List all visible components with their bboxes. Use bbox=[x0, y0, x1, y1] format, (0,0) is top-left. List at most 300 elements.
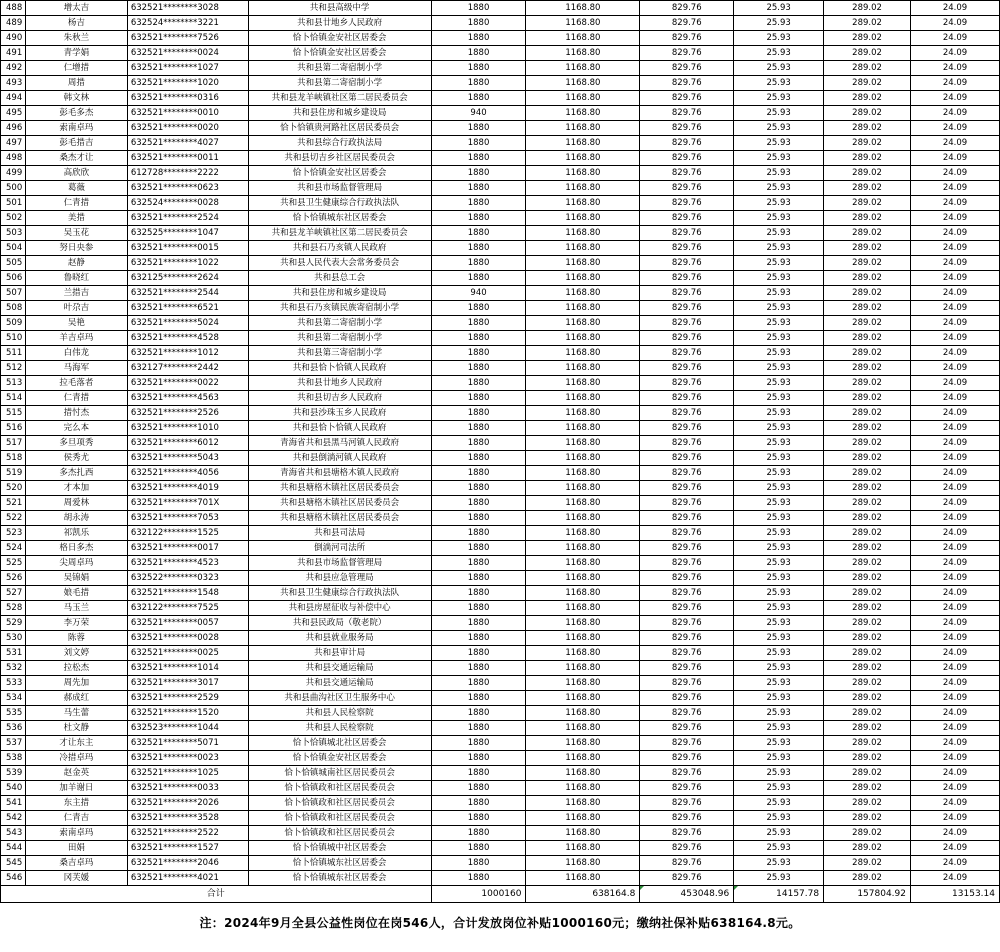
unemployment-cell: 25.93 bbox=[734, 706, 824, 721]
pension-cell: 829.76 bbox=[640, 766, 734, 781]
name-cell: 东主措 bbox=[25, 796, 127, 811]
workplace-cell: 共和县应急管理局 bbox=[248, 571, 431, 586]
medical-cell: 289.02 bbox=[824, 871, 911, 886]
medical-cell: 289.02 bbox=[824, 46, 911, 61]
name-cell: 马玉兰 bbox=[25, 601, 127, 616]
post-subsidy-cell: 1880 bbox=[431, 391, 526, 406]
unemployment-cell: 25.93 bbox=[734, 271, 824, 286]
name-cell: 胡永涛 bbox=[25, 511, 127, 526]
unemployment-cell: 25.93 bbox=[734, 646, 824, 661]
medical-cell: 289.02 bbox=[824, 571, 911, 586]
workplace-cell: 恰卜恰镇贵河路社区居民委员会 bbox=[248, 121, 431, 136]
unemployment-cell: 25.93 bbox=[734, 781, 824, 796]
pension-cell: 829.76 bbox=[640, 181, 734, 196]
post-subsidy-cell: 1880 bbox=[431, 466, 526, 481]
name-cell: 杨吉 bbox=[25, 16, 127, 31]
unemployment-cell: 25.93 bbox=[734, 151, 824, 166]
social-security-cell: 1168.80 bbox=[526, 601, 640, 616]
medical-cell: 289.02 bbox=[824, 691, 911, 706]
workplace-cell: 共和县曲沟社区卫生服务中心 bbox=[248, 691, 431, 706]
id-number-cell: 632522********0323 bbox=[127, 571, 248, 586]
id-number-cell: 632525********1047 bbox=[127, 226, 248, 241]
table-row bbox=[1, 781, 1000, 796]
row-number: 499 bbox=[1, 166, 26, 181]
workplace-cell: 恰卜恰镇政和社区居民委员会 bbox=[248, 826, 431, 841]
injury-cell: 24.09 bbox=[911, 196, 1000, 211]
table-row bbox=[1, 541, 1000, 556]
post-subsidy-cell: 1880 bbox=[431, 766, 526, 781]
unemployment-cell: 25.93 bbox=[734, 46, 824, 61]
unemployment-cell: 25.93 bbox=[734, 166, 824, 181]
injury-cell: 24.09 bbox=[911, 736, 1000, 751]
post-subsidy-cell: 1880 bbox=[431, 16, 526, 31]
workplace-cell: 共和县石乃亥镇民族寄宿制小学 bbox=[248, 301, 431, 316]
medical-cell: 289.02 bbox=[824, 376, 911, 391]
row-number: 521 bbox=[1, 496, 26, 511]
unemployment-cell: 25.93 bbox=[734, 751, 824, 766]
id-number-cell: 632521********0023 bbox=[127, 751, 248, 766]
unemployment-cell: 25.93 bbox=[734, 286, 824, 301]
post-subsidy-cell: 1880 bbox=[431, 691, 526, 706]
social-security-cell: 1168.80 bbox=[526, 511, 640, 526]
social-security-cell: 1168.80 bbox=[526, 286, 640, 301]
medical-cell: 289.02 bbox=[824, 286, 911, 301]
medical-cell: 289.02 bbox=[824, 16, 911, 31]
post-subsidy-cell: 1880 bbox=[431, 256, 526, 271]
injury-cell: 24.09 bbox=[911, 481, 1000, 496]
unemployment-cell: 25.93 bbox=[734, 466, 824, 481]
workplace-cell: 共和县石乃亥镇人民政府 bbox=[248, 241, 431, 256]
name-cell: 吴玉花 bbox=[25, 226, 127, 241]
injury-cell: 24.09 bbox=[911, 16, 1000, 31]
unemployment-cell: 25.93 bbox=[734, 16, 824, 31]
injury-cell: 24.09 bbox=[911, 586, 1000, 601]
injury-cell: 24.09 bbox=[911, 691, 1000, 706]
table-row bbox=[1, 646, 1000, 661]
table-row bbox=[1, 661, 1000, 676]
table-row bbox=[1, 31, 1000, 46]
pension-cell: 829.76 bbox=[640, 481, 734, 496]
id-number-cell: 632521********4523 bbox=[127, 556, 248, 571]
table-row bbox=[1, 616, 1000, 631]
id-number-cell: 632521********2026 bbox=[127, 796, 248, 811]
pension-cell: 829.76 bbox=[640, 796, 734, 811]
row-number: 489 bbox=[1, 16, 26, 31]
total-injury: 13153.14 bbox=[911, 886, 1000, 903]
id-number-cell: 632521********3028 bbox=[127, 1, 248, 16]
injury-cell: 24.09 bbox=[911, 1, 1000, 16]
table-body bbox=[1, 1, 1000, 886]
workplace-cell: 共和县龙羊峡镇社区第二居民委员会 bbox=[248, 91, 431, 106]
social-security-cell: 1168.80 bbox=[526, 421, 640, 436]
injury-cell: 24.09 bbox=[911, 571, 1000, 586]
name-cell: 冷措卓玛 bbox=[25, 751, 127, 766]
row-number: 532 bbox=[1, 661, 26, 676]
row-number: 545 bbox=[1, 856, 26, 871]
name-cell: 郝成红 bbox=[25, 691, 127, 706]
medical-cell: 289.02 bbox=[824, 586, 911, 601]
table-row bbox=[1, 346, 1000, 361]
name-cell: 杜文静 bbox=[25, 721, 127, 736]
pension-cell: 829.76 bbox=[640, 631, 734, 646]
name-cell: 周措 bbox=[25, 76, 127, 91]
unemployment-cell: 25.93 bbox=[734, 91, 824, 106]
workplace-cell: 共和县就业服务局 bbox=[248, 631, 431, 646]
medical-cell: 289.02 bbox=[824, 766, 911, 781]
name-cell: 韩文林 bbox=[25, 91, 127, 106]
medical-cell: 289.02 bbox=[824, 601, 911, 616]
row-number: 538 bbox=[1, 751, 26, 766]
pension-cell: 829.76 bbox=[640, 1, 734, 16]
post-subsidy-cell: 1880 bbox=[431, 196, 526, 211]
social-security-cell: 1168.80 bbox=[526, 466, 640, 481]
unemployment-cell: 25.93 bbox=[734, 61, 824, 76]
medical-cell: 289.02 bbox=[824, 541, 911, 556]
workplace-cell: 恰卜恰镇城中社区居委会 bbox=[248, 841, 431, 856]
name-cell: 白伟龙 bbox=[25, 346, 127, 361]
post-subsidy-cell: 1880 bbox=[431, 856, 526, 871]
name-cell: 叶尕吉 bbox=[25, 301, 127, 316]
id-number-cell: 632521********7526 bbox=[127, 31, 248, 46]
injury-cell: 24.09 bbox=[911, 376, 1000, 391]
name-cell: 兰措吉 bbox=[25, 286, 127, 301]
injury-cell: 24.09 bbox=[911, 841, 1000, 856]
medical-cell: 289.02 bbox=[824, 781, 911, 796]
social-security-cell: 1168.80 bbox=[526, 451, 640, 466]
post-subsidy-cell: 1880 bbox=[431, 631, 526, 646]
name-cell: 格日多杰 bbox=[25, 541, 127, 556]
pension-cell: 829.76 bbox=[640, 361, 734, 376]
row-number: 504 bbox=[1, 241, 26, 256]
row-number: 541 bbox=[1, 796, 26, 811]
id-number-cell: 632524********3221 bbox=[127, 16, 248, 31]
table-row bbox=[1, 151, 1000, 166]
post-subsidy-cell: 1880 bbox=[431, 661, 526, 676]
social-security-cell: 1168.80 bbox=[526, 706, 640, 721]
social-security-cell: 1168.80 bbox=[526, 481, 640, 496]
pension-cell: 829.76 bbox=[640, 76, 734, 91]
table-row bbox=[1, 586, 1000, 601]
workplace-cell: 恰卜恰镇金安社区居委会 bbox=[248, 46, 431, 61]
pension-cell: 829.76 bbox=[640, 466, 734, 481]
pension-cell: 829.76 bbox=[640, 706, 734, 721]
unemployment-cell: 25.93 bbox=[734, 406, 824, 421]
unemployment-cell: 25.93 bbox=[734, 856, 824, 871]
medical-cell: 289.02 bbox=[824, 196, 911, 211]
unemployment-cell: 25.93 bbox=[734, 346, 824, 361]
id-number-cell: 632521********5024 bbox=[127, 316, 248, 331]
post-subsidy-cell: 1880 bbox=[431, 481, 526, 496]
injury-cell: 24.09 bbox=[911, 121, 1000, 136]
table-row bbox=[1, 271, 1000, 286]
pension-cell: 829.76 bbox=[640, 136, 734, 151]
row-number: 522 bbox=[1, 511, 26, 526]
social-security-cell: 1168.80 bbox=[526, 271, 640, 286]
medical-cell: 289.02 bbox=[824, 451, 911, 466]
workplace-cell: 青海省共和县黑马河镇人民政府 bbox=[248, 436, 431, 451]
social-security-cell: 1168.80 bbox=[526, 676, 640, 691]
id-number-cell: 632122********1525 bbox=[127, 526, 248, 541]
name-cell: 侯秀尤 bbox=[25, 451, 127, 466]
name-cell: 尖周卓玛 bbox=[25, 556, 127, 571]
post-subsidy-cell: 1880 bbox=[431, 751, 526, 766]
post-subsidy-cell: 1880 bbox=[431, 781, 526, 796]
injury-cell: 24.09 bbox=[911, 646, 1000, 661]
injury-cell: 24.09 bbox=[911, 556, 1000, 571]
medical-cell: 289.02 bbox=[824, 1, 911, 16]
social-security-cell: 1168.80 bbox=[526, 16, 640, 31]
name-cell: 马海军 bbox=[25, 361, 127, 376]
medical-cell: 289.02 bbox=[824, 331, 911, 346]
table-row bbox=[1, 256, 1000, 271]
injury-cell: 24.09 bbox=[911, 871, 1000, 886]
workplace-cell: 恰卜恰镇城东社区居委会 bbox=[248, 871, 431, 886]
post-subsidy-cell: 1880 bbox=[431, 301, 526, 316]
table-row bbox=[1, 1, 1000, 16]
unemployment-cell: 25.93 bbox=[734, 796, 824, 811]
name-cell: 仁增措 bbox=[25, 61, 127, 76]
id-number-cell: 632521********0033 bbox=[127, 781, 248, 796]
injury-cell: 24.09 bbox=[911, 796, 1000, 811]
post-subsidy-cell: 1880 bbox=[431, 811, 526, 826]
id-number-cell: 632521********5071 bbox=[127, 736, 248, 751]
table-row bbox=[1, 91, 1000, 106]
post-subsidy-cell: 940 bbox=[431, 106, 526, 121]
social-security-cell: 1168.80 bbox=[526, 151, 640, 166]
unemployment-cell: 25.93 bbox=[734, 571, 824, 586]
injury-cell: 24.09 bbox=[911, 241, 1000, 256]
unemployment-cell: 25.93 bbox=[734, 736, 824, 751]
post-subsidy-cell: 1880 bbox=[431, 376, 526, 391]
name-cell: 周爱林 bbox=[25, 496, 127, 511]
pension-cell: 829.76 bbox=[640, 256, 734, 271]
table-row bbox=[1, 406, 1000, 421]
pension-cell: 829.76 bbox=[640, 811, 734, 826]
post-subsidy-cell: 1880 bbox=[431, 586, 526, 601]
name-cell: 周先加 bbox=[25, 676, 127, 691]
pension-cell: 829.76 bbox=[640, 826, 734, 841]
row-number: 526 bbox=[1, 571, 26, 586]
post-subsidy-cell: 1880 bbox=[431, 136, 526, 151]
workplace-cell: 共和县廿地乡人民政府 bbox=[248, 376, 431, 391]
social-security-cell: 1168.80 bbox=[526, 871, 640, 886]
injury-cell: 24.09 bbox=[911, 676, 1000, 691]
unemployment-cell: 25.93 bbox=[734, 631, 824, 646]
medical-cell: 289.02 bbox=[824, 436, 911, 451]
workplace-cell: 恰卜恰镇金安社区居委会 bbox=[248, 31, 431, 46]
name-cell: 冈芙媛 bbox=[25, 871, 127, 886]
post-subsidy-cell: 1880 bbox=[431, 361, 526, 376]
injury-cell: 24.09 bbox=[911, 766, 1000, 781]
table-row bbox=[1, 421, 1000, 436]
id-number-cell: 632521********6012 bbox=[127, 436, 248, 451]
pension-cell: 829.76 bbox=[640, 841, 734, 856]
id-number-cell: 632521********1025 bbox=[127, 766, 248, 781]
post-subsidy-cell: 1880 bbox=[431, 496, 526, 511]
post-subsidy-cell: 1880 bbox=[431, 181, 526, 196]
unemployment-cell: 25.93 bbox=[734, 871, 824, 886]
social-security-cell: 1168.80 bbox=[526, 121, 640, 136]
injury-cell: 24.09 bbox=[911, 91, 1000, 106]
medical-cell: 289.02 bbox=[824, 616, 911, 631]
id-number-cell: 632521********1548 bbox=[127, 586, 248, 601]
social-security-cell: 1168.80 bbox=[526, 736, 640, 751]
table-row bbox=[1, 871, 1000, 886]
workplace-cell: 共和县住房和城乡建设局 bbox=[248, 286, 431, 301]
unemployment-cell: 25.93 bbox=[734, 301, 824, 316]
footnote: 注：2024年9月全县公益性岗位在岗546人，合计发放岗位补贴1000160元；缴纳社保补贴638164.8元。 bbox=[199, 916, 801, 930]
unemployment-cell: 25.93 bbox=[734, 76, 824, 91]
workplace-cell: 共和县市场监督管理局 bbox=[248, 556, 431, 571]
injury-cell: 24.09 bbox=[911, 166, 1000, 181]
table-row bbox=[1, 16, 1000, 31]
workplace-cell: 恰卜恰镇城北社区居委会 bbox=[248, 736, 431, 751]
table-row bbox=[1, 166, 1000, 181]
post-subsidy-cell: 1880 bbox=[431, 406, 526, 421]
pension-cell: 829.76 bbox=[640, 511, 734, 526]
name-cell: 葛薇 bbox=[25, 181, 127, 196]
medical-cell: 289.02 bbox=[824, 241, 911, 256]
unemployment-cell: 25.93 bbox=[734, 661, 824, 676]
unemployment-cell: 25.93 bbox=[734, 241, 824, 256]
table-row bbox=[1, 631, 1000, 646]
name-cell: 多杰扎西 bbox=[25, 466, 127, 481]
injury-cell: 24.09 bbox=[911, 61, 1000, 76]
social-security-cell: 1168.80 bbox=[526, 841, 640, 856]
pension-cell: 829.76 bbox=[640, 91, 734, 106]
row-number: 520 bbox=[1, 481, 26, 496]
social-security-cell: 1168.80 bbox=[526, 106, 640, 121]
injury-cell: 24.09 bbox=[911, 826, 1000, 841]
id-number-cell: 632521********2544 bbox=[127, 286, 248, 301]
row-number: 497 bbox=[1, 136, 26, 151]
post-subsidy-cell: 1880 bbox=[431, 316, 526, 331]
unemployment-cell: 25.93 bbox=[734, 211, 824, 226]
id-number-cell: 632521********1027 bbox=[127, 61, 248, 76]
name-cell: 多旦项秀 bbox=[25, 436, 127, 451]
id-number-cell: 632521********701X bbox=[127, 496, 248, 511]
id-number-cell: 632521********3017 bbox=[127, 676, 248, 691]
social-security-cell: 1168.80 bbox=[526, 91, 640, 106]
workplace-cell: 共和县高级中学 bbox=[248, 1, 431, 16]
medical-cell: 289.02 bbox=[824, 856, 911, 871]
pension-cell: 829.76 bbox=[640, 676, 734, 691]
post-subsidy-cell: 1880 bbox=[431, 646, 526, 661]
injury-cell: 24.09 bbox=[911, 31, 1000, 46]
table-row bbox=[1, 811, 1000, 826]
medical-cell: 289.02 bbox=[824, 841, 911, 856]
table-row bbox=[1, 856, 1000, 871]
name-cell: 拉松杰 bbox=[25, 661, 127, 676]
row-number: 531 bbox=[1, 646, 26, 661]
workplace-cell: 共和县恰卜恰镇人民政府 bbox=[248, 421, 431, 436]
post-subsidy-cell: 1880 bbox=[431, 91, 526, 106]
row-number: 533 bbox=[1, 676, 26, 691]
pension-cell: 829.76 bbox=[640, 301, 734, 316]
medical-cell: 289.02 bbox=[824, 631, 911, 646]
social-security-cell: 1168.80 bbox=[526, 361, 640, 376]
id-number-cell: 632521********4056 bbox=[127, 466, 248, 481]
row-number: 529 bbox=[1, 616, 26, 631]
name-cell: 加羊谢日 bbox=[25, 781, 127, 796]
injury-cell: 24.09 bbox=[911, 361, 1000, 376]
name-cell: 赵金英 bbox=[25, 766, 127, 781]
workplace-cell: 共和县恰卜恰镇人民政府 bbox=[248, 361, 431, 376]
name-cell: 陈蓉 bbox=[25, 631, 127, 646]
pension-cell: 829.76 bbox=[640, 46, 734, 61]
post-subsidy-cell: 1880 bbox=[431, 601, 526, 616]
row-number: 505 bbox=[1, 256, 26, 271]
medical-cell: 289.02 bbox=[824, 211, 911, 226]
row-number: 494 bbox=[1, 91, 26, 106]
medical-cell: 289.02 bbox=[824, 31, 911, 46]
name-cell: 措忖杰 bbox=[25, 406, 127, 421]
id-number-cell: 632521********0057 bbox=[127, 616, 248, 631]
pension-cell: 829.76 bbox=[640, 271, 734, 286]
id-number-cell: 632521********1520 bbox=[127, 706, 248, 721]
id-number-cell: 632521********2046 bbox=[127, 856, 248, 871]
social-security-cell: 1168.80 bbox=[526, 76, 640, 91]
social-security-cell: 1168.80 bbox=[526, 496, 640, 511]
post-subsidy-cell: 1880 bbox=[431, 451, 526, 466]
social-security-cell: 1168.80 bbox=[526, 556, 640, 571]
pension-cell: 829.76 bbox=[640, 331, 734, 346]
post-subsidy-cell: 1880 bbox=[431, 211, 526, 226]
name-cell: 马生蕾 bbox=[25, 706, 127, 721]
injury-cell: 24.09 bbox=[911, 76, 1000, 91]
name-cell: 索南卓玛 bbox=[25, 121, 127, 136]
workplace-cell: 共和县审计局 bbox=[248, 646, 431, 661]
total-unemployment: 14157.78 bbox=[734, 886, 824, 903]
row-number: 524 bbox=[1, 541, 26, 556]
name-cell: 鲁晓红 bbox=[25, 271, 127, 286]
row-number: 542 bbox=[1, 811, 26, 826]
workplace-cell: 倒淌河司法所 bbox=[248, 541, 431, 556]
post-subsidy-cell: 1880 bbox=[431, 76, 526, 91]
id-number-cell: 632125********2624 bbox=[127, 271, 248, 286]
pension-cell: 829.76 bbox=[640, 121, 734, 136]
workplace-cell: 恰卜恰镇金安社区居委会 bbox=[248, 166, 431, 181]
injury-cell: 24.09 bbox=[911, 616, 1000, 631]
post-subsidy-cell: 1880 bbox=[431, 841, 526, 856]
total-row bbox=[1, 886, 1000, 903]
post-subsidy-cell: 1880 bbox=[431, 226, 526, 241]
social-security-cell: 1168.80 bbox=[526, 46, 640, 61]
social-security-cell: 1168.80 bbox=[526, 661, 640, 676]
id-number-cell: 632521********1020 bbox=[127, 76, 248, 91]
workplace-cell: 共和县交通运输局 bbox=[248, 676, 431, 691]
table-row bbox=[1, 136, 1000, 151]
injury-cell: 24.09 bbox=[911, 331, 1000, 346]
table-row bbox=[1, 721, 1000, 736]
table-row bbox=[1, 436, 1000, 451]
social-security-cell: 1168.80 bbox=[526, 751, 640, 766]
id-number-cell: 632521********0025 bbox=[127, 646, 248, 661]
medical-cell: 289.02 bbox=[824, 421, 911, 436]
table-row bbox=[1, 331, 1000, 346]
table-row bbox=[1, 841, 1000, 856]
id-number-cell: 632521********0022 bbox=[127, 376, 248, 391]
unemployment-cell: 25.93 bbox=[734, 676, 824, 691]
name-cell: 完么本 bbox=[25, 421, 127, 436]
name-cell: 青学娟 bbox=[25, 46, 127, 61]
name-cell: 才让东主 bbox=[25, 736, 127, 751]
row-number: 502 bbox=[1, 211, 26, 226]
unemployment-cell: 25.93 bbox=[734, 616, 824, 631]
injury-cell: 24.09 bbox=[911, 526, 1000, 541]
pension-cell: 829.76 bbox=[640, 376, 734, 391]
medical-cell: 289.02 bbox=[824, 466, 911, 481]
